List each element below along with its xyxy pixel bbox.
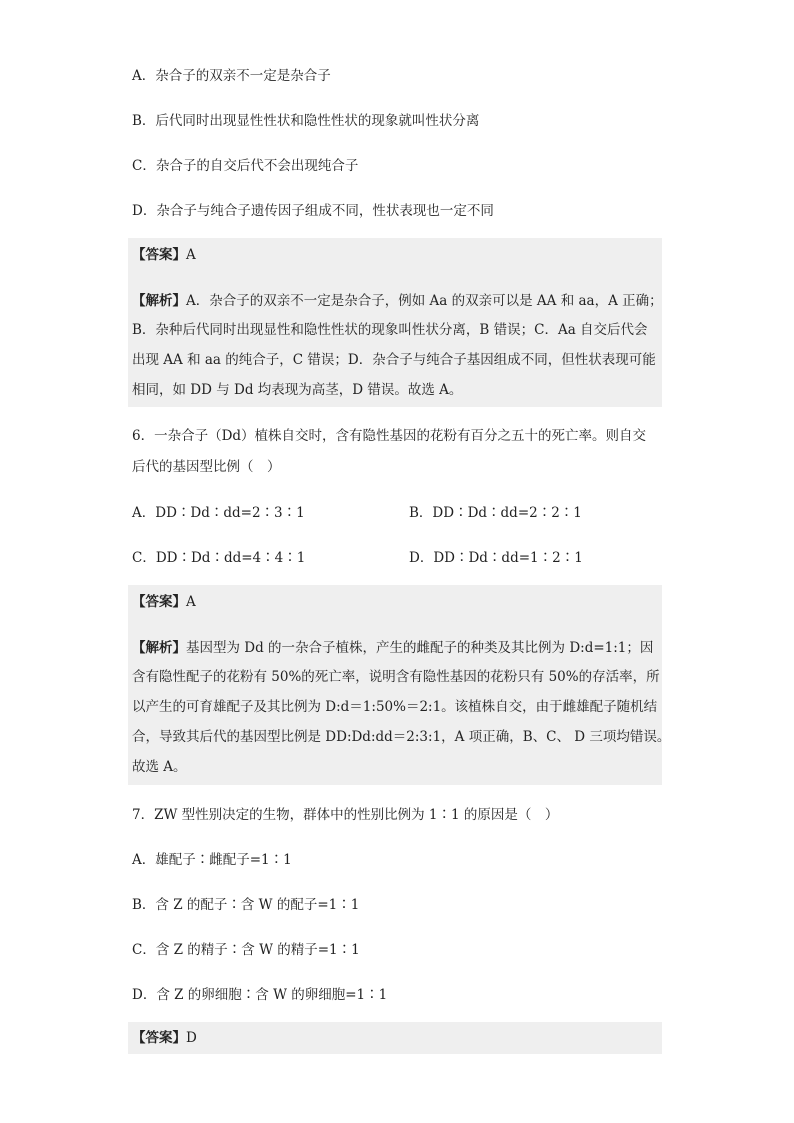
q6-analysis-text: 基因型为 Dd 的一杂合子植株，产生的雌配子的种类及其比例为 D:d=1:1；因 <box>186 640 654 656</box>
q7-option-c: C．含 Z 的精子∶含 W 的精子=1∶1 <box>132 942 360 958</box>
analysis-tag: 【解析】 <box>132 293 186 309</box>
q5-analysis-line: 相同，如 DD 与 Dd 均表现为高茎，D 错误。故选 A。 <box>132 382 463 398</box>
q6-option-a: A．DD∶Dd∶dd=2∶3∶1 <box>132 505 305 521</box>
answer-tag: 【答案】 <box>132 594 186 610</box>
answer-tag: 【答案】 <box>132 1030 186 1046</box>
q5-answer <box>132 245 196 265</box>
q7-stem: 7．ZW 型性别决定的生物，群体中的性别比例为 1∶1 的原因是（ ） <box>132 807 559 823</box>
q5-analysis-line: 出现 AA 和 aa 的纯合子，C 错误；D．杂合子与纯合子基因组成不同，但性状表现可能 <box>132 352 656 368</box>
q7-option-d: D．含 Z 的卵细胞∶含 W 的卵细胞=1∶1 <box>132 987 388 1003</box>
answer-value: A <box>186 594 196 610</box>
q5-analysis-text: A．杂合子的双亲不一定是杂合子，例如 Aa 的双亲可以是 AA 和 aa，A 正确； <box>186 293 663 309</box>
q6-answer <box>132 592 196 612</box>
q5-analysis-line: B．杂种后代同时出现显性和隐性性状的现象叫性状分离，B 错误；C．Aa 自交后代会 <box>132 322 648 338</box>
q5-option-d: D．杂合子与纯合子遗传因子组成不同，性状表现也一定不同 <box>132 203 494 219</box>
answer-value: A <box>186 247 196 263</box>
q5-option-a: A．杂合子的双亲不一定是杂合子 <box>132 68 331 84</box>
q7-option-b: B．含 Z 的配子∶含 W 的配子=1∶1 <box>132 897 360 913</box>
q6-option-d: D．DD∶Dd∶dd=1∶2∶1 <box>409 550 583 566</box>
answer-value: D <box>186 1030 197 1046</box>
q6-stem-line: 后代的基因型比例（ ） <box>132 459 281 475</box>
q7-answer <box>132 1028 197 1048</box>
q6-analysis-line: 合，导致其后代的基因型比例是 DD:Dd:dd＝2:3:1，A 项正确，B、C、 D 三项均错误。 <box>132 729 671 745</box>
q7-option-a: A．雄配子∶雌配子=1∶1 <box>132 852 292 868</box>
q6-option-b: B．DD∶Dd∶dd=2∶2∶1 <box>409 505 582 521</box>
q6-stem-line: 6．一杂合子（Dd）植株自交时，含有隐性基因的花粉有百分之五十的死亡率。则自交 <box>132 428 647 444</box>
q6-option-c: C．DD∶Dd∶dd=4∶4∶1 <box>132 550 306 566</box>
q6-analysis-line <box>132 638 653 658</box>
q5-answer-box <box>128 238 662 407</box>
q5-analysis-line <box>132 291 663 311</box>
answer-tag: 【答案】 <box>132 247 186 263</box>
q5-option-c: C．杂合子的自交后代不会出现纯合子 <box>132 158 359 174</box>
q6-analysis-line: 故选 A。 <box>132 759 187 775</box>
q6-analysis-line: 含有隐性配子的花粉有 50%的死亡率，说明含有隐性基因的花粉只有 50%的存活率，所 <box>132 669 660 685</box>
q6-analysis-line: 以产生的可育雄配子及其比例为 D:d＝1:50%＝2:1。该植株自交，由于雌雄配子随机结 <box>132 699 658 715</box>
q7-answer-box <box>128 1022 662 1054</box>
q6-answer-box <box>128 585 671 785</box>
analysis-tag: 【解析】 <box>132 640 186 656</box>
q5-option-b: B．后代同时出现显性性状和隐性性状的现象就叫性状分离 <box>132 113 480 129</box>
